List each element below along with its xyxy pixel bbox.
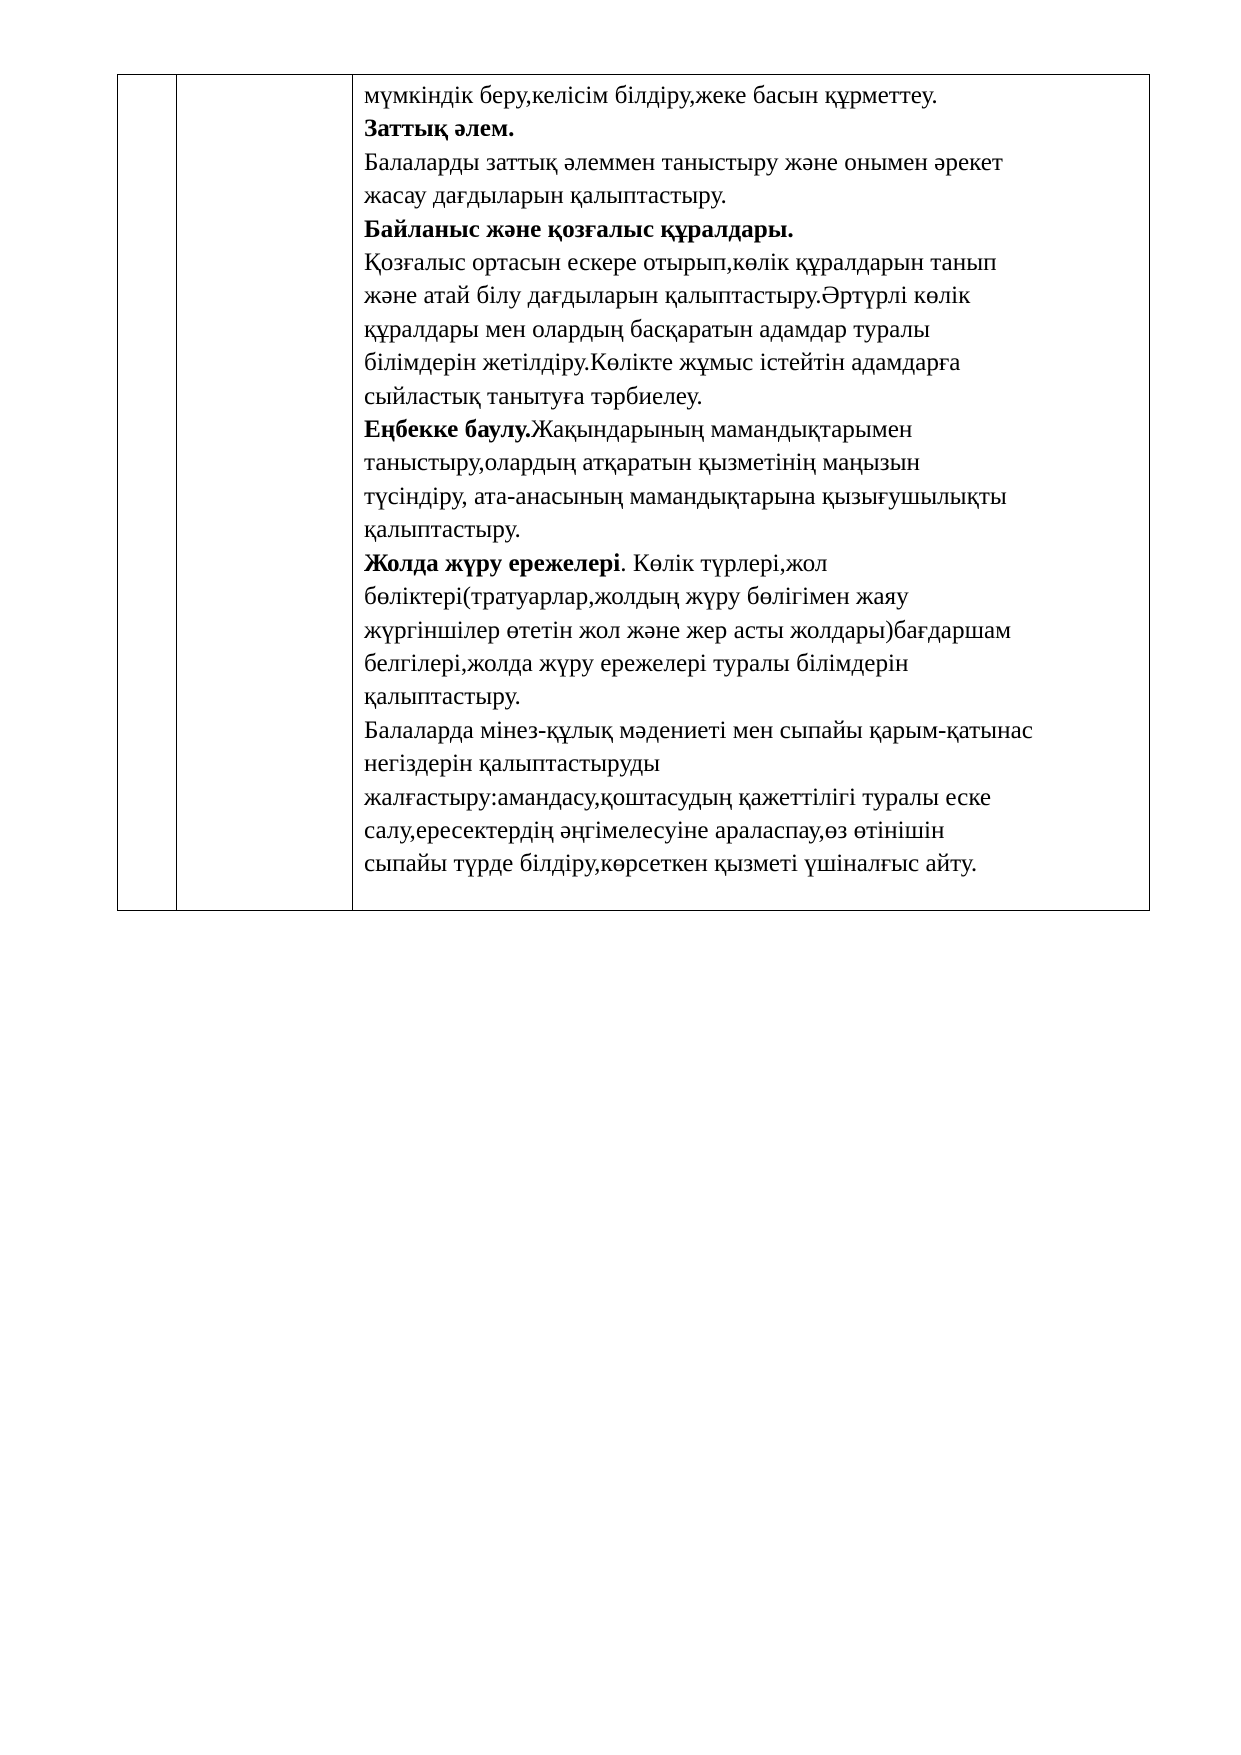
line-text: . Көлік түрлері,жол	[620, 549, 828, 577]
text-line	[364, 179, 1141, 212]
line-text: түсіндіру, ата-анасының мамандықтарына қызығушылықты	[364, 482, 1007, 510]
text-line	[364, 580, 1141, 613]
section-heading-transport	[364, 213, 1141, 246]
line-text: бөліктері(тратуарлар,жолдың жүру бөлігімен жаяу	[364, 583, 909, 611]
section-heading-traffic-rules	[364, 547, 1141, 580]
text-line	[364, 79, 1141, 112]
text-line	[364, 513, 1141, 546]
text-line	[364, 680, 1141, 713]
line-text: Қозғалыс ортасын ескере отырып,көлік құралдарын танып	[364, 249, 997, 277]
line-text: салу,ересектердің әңгімелесуіне араласпау,өз өтінішін	[364, 816, 945, 844]
text-line	[364, 446, 1141, 479]
text-line	[364, 714, 1141, 747]
text-line	[364, 747, 1141, 780]
curriculum-table	[117, 74, 1150, 911]
table-cell-content	[353, 75, 1149, 910]
line-bold: Заттық әлем.	[364, 115, 515, 143]
line-text: Балаларда мінез-құлық мәдениеті мен сыпайы қарым-қатынас	[364, 716, 1033, 744]
line-text: Жақындарының мамандықтарымен	[531, 416, 913, 444]
text-line	[364, 647, 1141, 680]
line-text: Балаларды заттық әлеммен таныстыру және онымен әрекет	[364, 148, 1003, 176]
line-text: қалыптастыру.	[364, 516, 521, 544]
line-text: сыпайы түрде білдіру,көрсеткен қызметі үшіналғыс айту.	[364, 850, 978, 878]
text-line	[364, 346, 1141, 379]
text-line	[364, 146, 1141, 179]
line-bold: Байланыс және қозғалыс құралдары.	[364, 215, 794, 243]
line-text: мүмкіндік беру,келісім білдіру,жеке басын құрметтеу.	[364, 82, 938, 109]
text-line	[364, 480, 1141, 513]
section-heading-labor	[364, 413, 1141, 446]
text-line	[364, 246, 1141, 279]
text-line	[364, 380, 1141, 413]
line-text: құралдары мен олардың басқаратын адамдар туралы	[364, 315, 931, 343]
line-bold: Жолда жүру ережелері	[364, 549, 621, 577]
line-text: сыйластық танытуға тәрбиелеу.	[364, 382, 703, 410]
line-text: білімдерін жетілдіру.Көлікте жұмыс істейтін адамдарға	[364, 349, 961, 377]
table-cell-col2	[177, 75, 353, 910]
line-text: негіздерін қалыптастыруды	[364, 750, 661, 778]
text-line	[364, 279, 1141, 312]
text-line	[364, 781, 1141, 814]
line-text: белгілері,жолда жүру ережелері туралы білімдерін	[364, 649, 909, 677]
text-line	[364, 847, 1141, 880]
text-line	[364, 313, 1141, 346]
line-text: жүргіншілер өтетін жол және жер асты жолдары)бағдаршам	[364, 616, 1012, 644]
line-text: жасау дағдыларын қалыптастыру.	[364, 182, 727, 210]
section-heading-objects	[364, 112, 1141, 145]
line-text: және атай білу дағдыларын қалыптастыру.Әртүрлі көлік	[364, 282, 971, 310]
line-text: жалғастыру:амандасу,қоштасудың қажеттілігі туралы еске	[364, 783, 992, 811]
line-text: қалыптастыру.	[364, 683, 521, 711]
text-line	[364, 814, 1141, 847]
line-bold: Еңбекке баулу.	[364, 416, 531, 444]
table-cell-col1	[118, 75, 177, 910]
text-line	[364, 614, 1141, 647]
line-text: таныстыру,олардың атқаратын қызметінің маңызын	[364, 449, 921, 477]
